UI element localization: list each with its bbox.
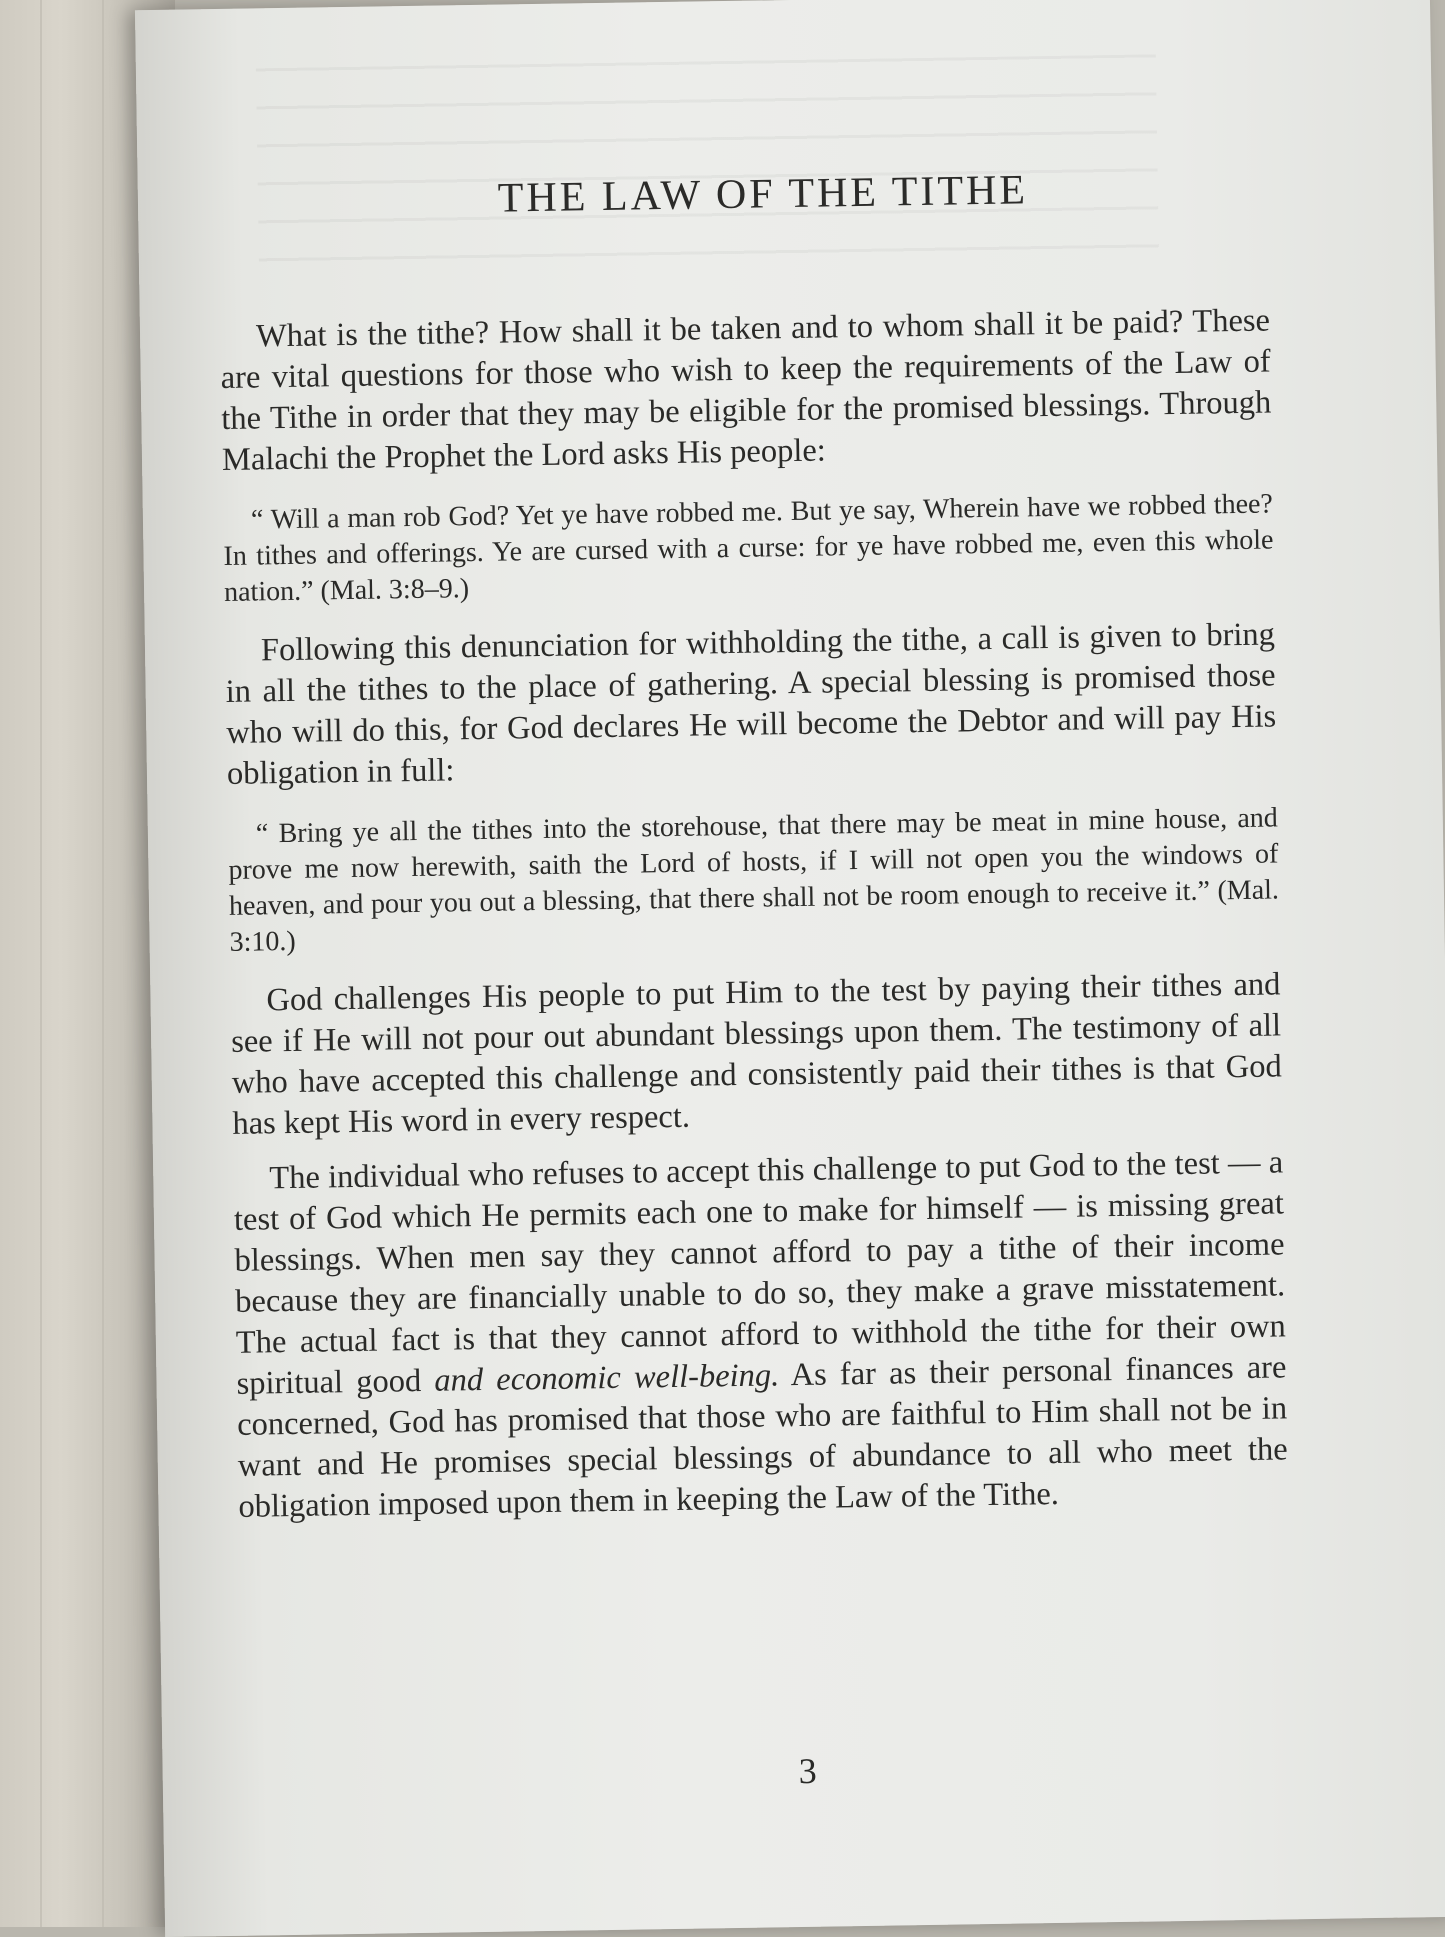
paragraph-4-end: As far as their personal finances are concerned, God has promised that those who are faithful to Him shall not be in want and He promises special blessings of abundance to all who meet the obligation imposed upon them in keeping the Law of the Tithe. (236, 1349, 1288, 1525)
paragraph-2: Following this denunciation for withholding the tithe, a call is given to bring in all the tithes to the place of gathering. A special blessing is promised those who will do this, for God declares He will become the Debtor and will pay His obligation in full: (225, 616, 1277, 792)
paragraph-1: What is the tithe? How shall it be taken and to whom shall it be paid? These are vital questions for those who wish to keep the requirements of the Law of the Tithe in order that they may be eligible for the promised blessings. Through Malachi the Prophet the Lord asks His people: (220, 302, 1272, 478)
paragraph-4 (233, 1142, 1289, 1527)
scripture-quote-1: “ Will a man rob God? Yet ye have robbed me. But ye say, Wherein have we robbed thee? In tithes and offerings. Ye are cursed with a curse: for ye have robbed me, even this whole nation.” (Mal. 3:8–9.) (223, 488, 1274, 608)
page-title: THE LAW OF THE TITHE (497, 167, 1029, 222)
scripture-quote-2: “ Bring ye all the tithes into the storehouse, that there may be meat in mine house, and prove me now herewith, saith the Lord of hosts, if I will not open you the windows of heaven, and pour you out a blessing, that there shall not be room enough to receive it.” (Mal. 3:10.) (228, 802, 1280, 958)
paragraph-3: God challenges His people to put Him to the test by paying their tithes and see if He will not pour out abundant blessings upon them. The testimony of all who have accepted this challenge and consistently paid their tithes is that God has kept His word in every respect. (230, 966, 1282, 1142)
paragraph-4-italic: and economic well-being. (434, 1357, 780, 1399)
page-content (218, 163, 1289, 1792)
page-number: 3 (798, 1750, 817, 1792)
book-page (135, 0, 1445, 1937)
facing-page-edge (40, 0, 104, 1927)
paragraph-4-start: The individual who refuses to accept this challenge to put God to the test — a test of God which He permits each one to make for himself — is missing great blessings. When men say they cannot afford to pay a tithe of their income because they are financially unable to do so, they make a grave misstatement. The actual fact is that they cannot afford to withhold the tithe for their own spiritual good (233, 1144, 1287, 1402)
